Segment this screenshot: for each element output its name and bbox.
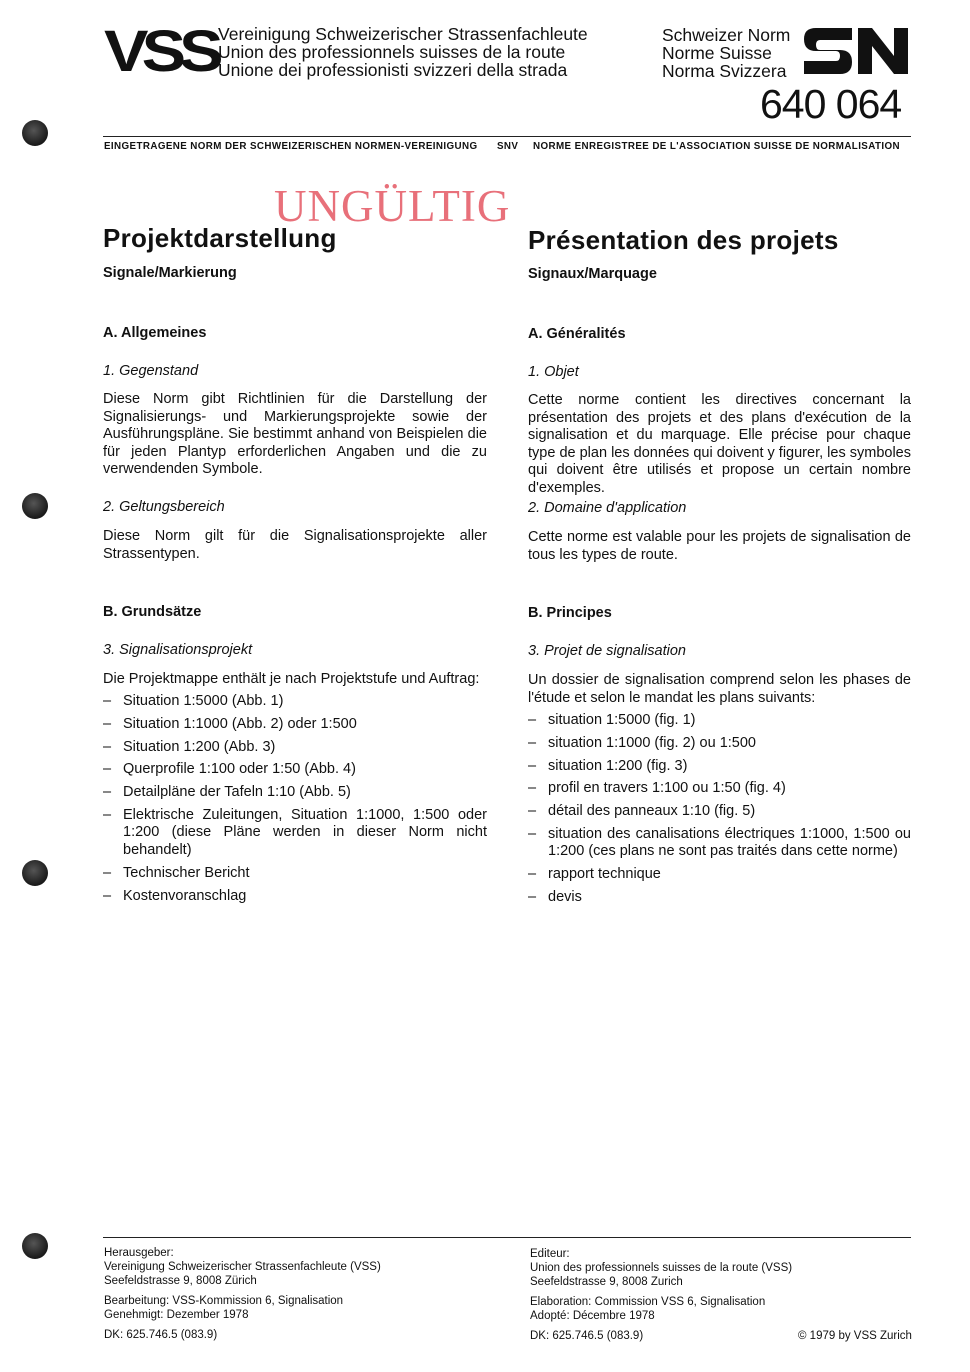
paragraph-2-de: Diese Norm gilt für die Signalisationsprojekte aller Strassentypen.: [103, 528, 487, 562]
paragraph-1-de: Diese Norm gibt Richtlinien für die Darstellung der Signalisierungs- und Markierungsprojekte sowie der Ausführungspläne. Sie bestimmt anhand von Beispielen die für jeden Plantyp erforderlichen Angaben und die zu verwendenden Symbole.: [103, 391, 487, 477]
item-3-de: 3. Signalisationsprojekt: [103, 642, 253, 658]
subtitle-de: Signale/Markierung: [103, 265, 237, 281]
plan-list-fr: [528, 712, 911, 912]
list-item: – Situation 1:5000 (Abb. 1): [103, 693, 487, 711]
org-name-fr: Union des professionnels suisses de la route: [218, 42, 566, 62]
organization-names: [218, 25, 588, 79]
norm-type-de: Schweizer Norm: [662, 25, 791, 45]
list-item: – situation des canalisations électriques 1:1000, 1:500 ou 1:200 (ces plans ne sont pas traités dans cette norme): [528, 826, 911, 861]
org-name-de: Vereinigung Schweizerischer Strassenfachleute: [218, 24, 588, 44]
approved-fr: Adopté: Décembre 1978: [530, 1310, 655, 1322]
punch-hole: [22, 860, 48, 886]
list-item: – Querprofile 1:100 oder 1:50 (Abb. 4): [103, 761, 487, 779]
list-item: – situation 1:5000 (fig. 1): [528, 712, 911, 730]
title-de: Projektdarstellung: [103, 223, 337, 253]
plan-list-de: [103, 693, 487, 910]
list-item: – rapport technique: [528, 866, 911, 884]
paragraph-3-de: Die Projektmappe enthält je nach Projektstufe und Auftrag:: [103, 671, 480, 687]
footer-fr: [530, 1247, 792, 1343]
publisher-label-de: Herausgeber:: [104, 1247, 174, 1259]
registration-de: EINGETRAGENE NORM DER SCHWEIZERISCHEN NORMEN-VEREINIGUNG: [104, 141, 478, 152]
punch-hole: [22, 120, 48, 146]
worked-by-fr: Elaboration: Commission VSS 6, Signalisation: [530, 1296, 766, 1308]
publisher-de: Vereinigung Schweizerischer Strassenfachleute (VSS): [104, 1261, 381, 1273]
list-item: – devis: [528, 889, 911, 907]
norm-type-it: Norma Svizzera: [662, 61, 787, 81]
item-2-de: 2. Geltungsbereich: [103, 499, 225, 515]
punch-hole: [22, 1233, 48, 1259]
dk-de: DK: 625.746.5 (083.9): [104, 1329, 218, 1341]
footer-de: [104, 1246, 381, 1342]
approved-de: Genehmigt: Dezember 1978: [104, 1309, 249, 1321]
list-item: – Kostenvoranschlag: [103, 888, 487, 906]
registration-abbr: SNV: [497, 141, 519, 152]
paragraph-1-fr: Cette norme contient les directives concernant la présentation des projets et des plans d'exécution de la signalisation et du marquage. Elle précise pour chaque type de plan les données qui doivent y figurer, les symboles qui doivent être utilisés et propose un certain nombre d'exemples.: [528, 392, 911, 496]
paragraph-2-fr: Cette norme est valable pour les projets de signalisation de tous les types de route.: [528, 529, 911, 563]
address-fr: Seefeldstrasse 9, 8008 Zurich: [530, 1276, 683, 1288]
section-b-de: B. Grundsätze: [103, 604, 202, 620]
item-1-fr: 1. Objet: [528, 364, 579, 380]
list-item: – Situation 1:1000 (Abb. 2) oder 1:500: [103, 716, 487, 734]
publisher-fr: Union des professionnels suisses de la route (VSS): [530, 1262, 793, 1274]
subtitle-fr: Signaux/Marquage: [528, 266, 657, 282]
registration-fr: NORME ENREGISTREE DE L'ASSOCIATION SUISSE DE NORMALISATION: [533, 141, 900, 152]
list-item: – Detailpläne der Tafeln 1:10 (Abb. 5): [103, 784, 487, 802]
item-2-fr: 2. Domaine d'application: [528, 500, 687, 516]
list-item: – situation 1:1000 (fig. 2) ou 1:500: [528, 735, 911, 753]
list-item: – Technischer Bericht: [103, 865, 487, 883]
item-1-de: 1. Gegenstand: [103, 363, 199, 379]
list-item: – détail des panneaux 1:10 (fig. 5): [528, 803, 911, 821]
norm-type-fr: Norme Suisse: [662, 43, 772, 63]
norm-number: 640 064: [760, 81, 902, 127]
list-item: – profil en travers 1:100 ou 1:50 (fig. 4): [528, 780, 911, 798]
list-item: – Elektrische Zuleitungen, Situation 1:1000, 1:500 oder 1:200 (diese Pläne werden in dieser Norm nicht behandelt): [103, 807, 487, 860]
footer-rule: [103, 1237, 911, 1238]
list-item: – situation 1:200 (fig. 3): [528, 758, 911, 776]
publisher-label-fr: Editeur:: [530, 1248, 570, 1260]
vss-logo: VSS: [104, 19, 217, 84]
punch-hole: [22, 493, 48, 519]
worked-by-de: Bearbeitung: VSS-Kommission 6, Signalisation: [104, 1295, 344, 1307]
title-fr: Présentation des projets: [528, 225, 839, 255]
section-b-fr: B. Principes: [528, 605, 612, 621]
org-name-it: Unione dei professionisti svizzeri della strada: [218, 60, 568, 80]
item-3-fr: 3. Projet de signalisation: [528, 643, 686, 659]
dk-fr: DK: 625.746.5 (083.9): [530, 1330, 644, 1342]
sn-logo: [802, 26, 910, 76]
section-a-de: A. Allgemeines: [103, 325, 207, 341]
copyright: © 1979 by VSS Zurich: [798, 1330, 912, 1342]
section-a-fr: A. Généralités: [528, 326, 626, 342]
norm-type: [662, 26, 790, 80]
invalid-stamp: UNGÜLTIG: [274, 181, 511, 231]
header-rule: [103, 136, 911, 137]
list-item: – Situation 1:200 (Abb. 3): [103, 739, 487, 757]
address-de: Seefeldstrasse 9, 8008 Zürich: [104, 1275, 257, 1287]
paragraph-3-fr: Un dossier de signalisation comprend selon les phases de l'étude et selon le mandat les plans suivants:: [528, 672, 911, 706]
